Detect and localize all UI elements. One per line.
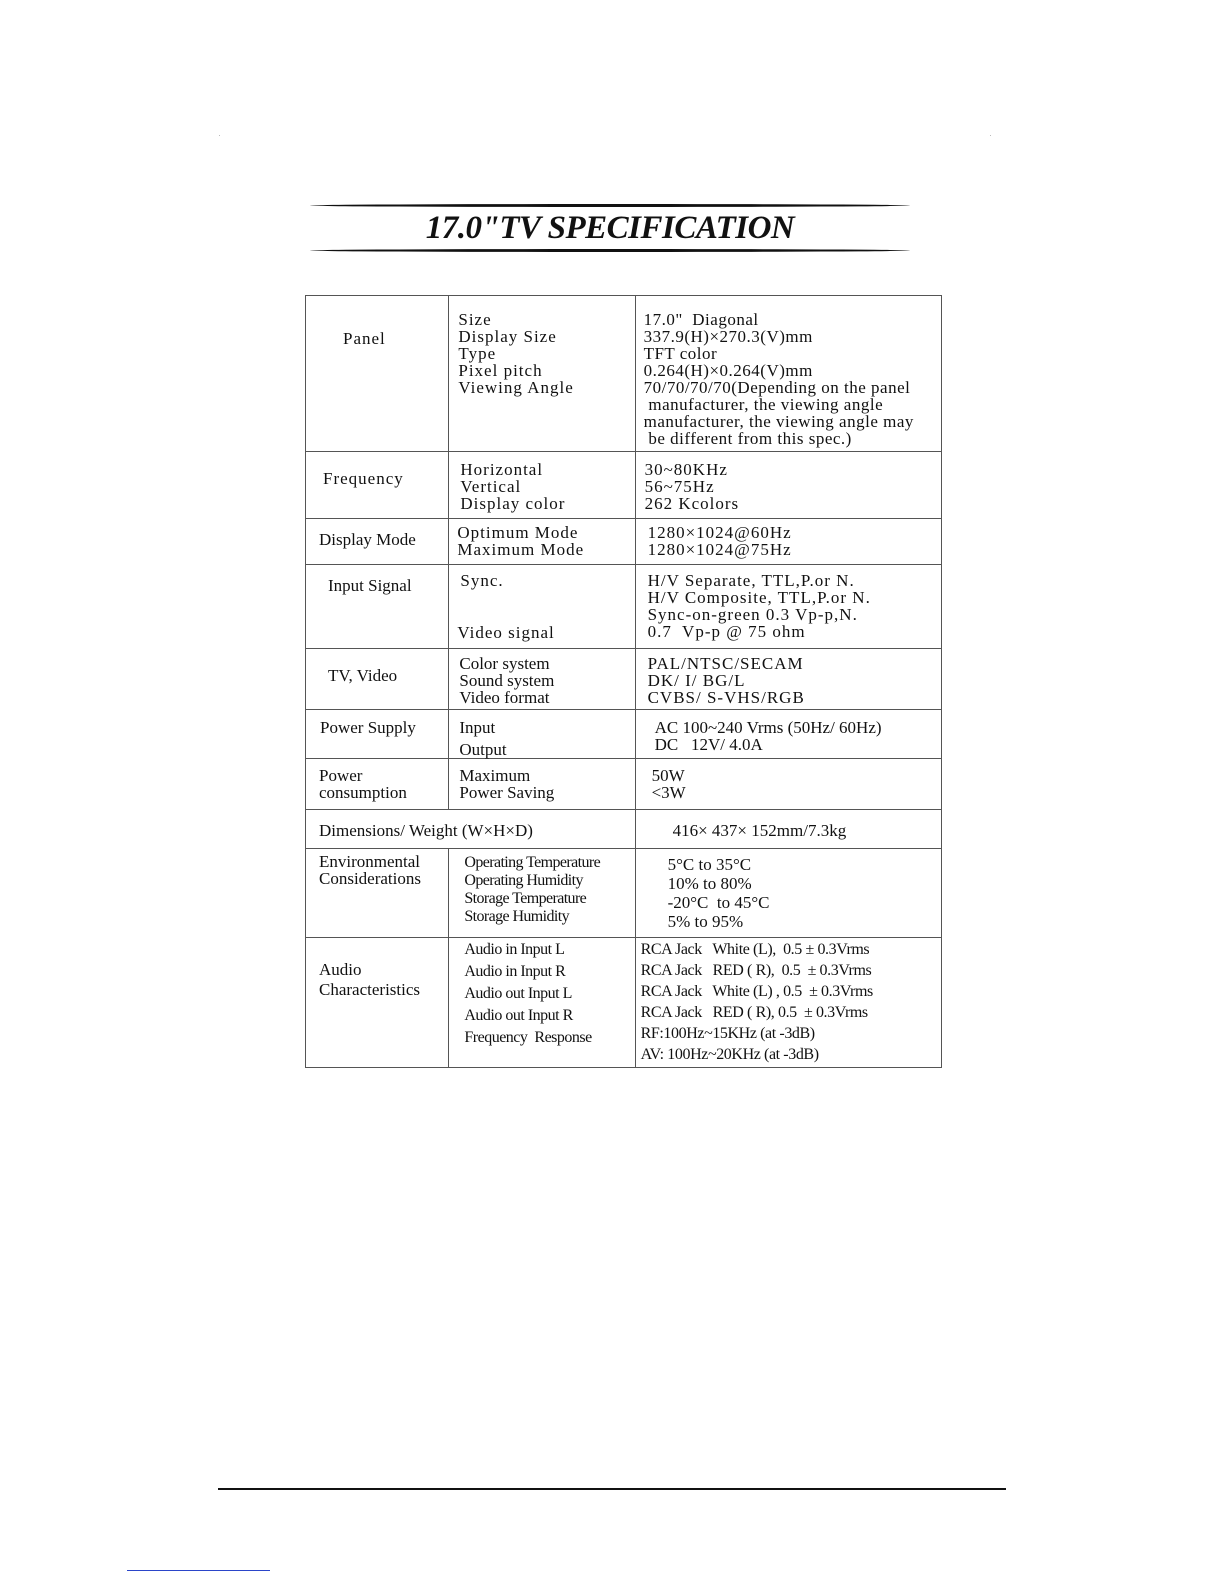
item-label: Video format xyxy=(459,688,550,707)
scan-speck xyxy=(219,135,220,136)
table-row-environmental xyxy=(306,849,942,938)
value-list xyxy=(636,649,941,706)
item-list xyxy=(449,519,634,558)
item-label: Audio in Input R xyxy=(464,963,566,980)
row-label-line: Audio xyxy=(319,960,362,979)
item-label: Operating Temperature xyxy=(464,854,601,871)
item-list xyxy=(449,649,634,706)
item-label: Display color xyxy=(460,494,566,513)
value-text: 10% to 80% xyxy=(667,874,752,893)
value-text: manufacturer, the viewing angle may xyxy=(643,412,914,431)
item-label: Operating Humidity xyxy=(464,872,583,889)
item-label: Viewing Angle xyxy=(458,378,574,397)
row-label: Panel xyxy=(343,329,386,348)
value-text: 56~75Hz xyxy=(644,477,715,496)
row-label-line: Environmental xyxy=(319,852,421,871)
value-text: 17.0" Diagonal xyxy=(643,310,759,329)
value-text: 30~80KHz xyxy=(644,460,728,479)
item-label: Audio out Input L xyxy=(464,985,572,1002)
row-label: Display Mode xyxy=(319,530,416,549)
table-row-power-consumption xyxy=(306,759,942,810)
value-text: 416× 437× 152mm/7.3kg xyxy=(672,821,847,840)
value-text: RCA Jack White (L) , 0.5 ± 0.3Vrms xyxy=(640,983,873,1000)
table-row-power-supply xyxy=(306,710,942,759)
item-label: Display Size xyxy=(458,327,557,346)
bottom-link-underline xyxy=(127,1570,270,1571)
value-list xyxy=(636,938,941,1065)
item-label: Optimum Mode xyxy=(457,523,579,542)
table-row-display-mode xyxy=(306,519,942,565)
value-text: <3W xyxy=(651,783,686,802)
item-list xyxy=(449,710,634,758)
item-label: Color system xyxy=(459,654,550,673)
table-row-dimensions xyxy=(306,810,942,849)
item-list xyxy=(449,759,634,801)
item-list xyxy=(449,296,634,396)
item-label: Vertical xyxy=(460,477,522,496)
row-label-line: Considerations xyxy=(319,869,421,888)
table-row-tv-video xyxy=(306,649,942,710)
item-label: Sound system xyxy=(459,671,555,690)
item-label: Storage Temperature xyxy=(464,890,587,907)
item-label: Output xyxy=(459,740,507,759)
value-text: RF:100Hz~15KHz (at -3dB) xyxy=(640,1025,815,1042)
item-label: Audio out Input R xyxy=(464,1007,573,1024)
item-list xyxy=(449,849,634,926)
item-label: Pixel pitch xyxy=(458,361,543,380)
row-label: Frequency xyxy=(323,469,404,488)
title-rule-bottom xyxy=(310,249,910,252)
value-text: AV: 100Hz~20KHz (at -3dB) xyxy=(640,1046,819,1063)
title-rule-top xyxy=(310,204,910,207)
item-list xyxy=(449,565,634,648)
value-text: CVBS/ S-VHS/RGB xyxy=(647,688,805,707)
value-text: H/V Separate, TTL,P.or N. xyxy=(647,571,855,590)
row-label-line: Characteristics xyxy=(319,980,421,999)
value-list xyxy=(636,519,941,558)
value-list xyxy=(636,565,941,640)
table-row-panel xyxy=(306,296,942,452)
item-label: Storage Humidity xyxy=(464,908,569,925)
row-label: Dimensions/ Weight (W×H×D) xyxy=(319,821,533,840)
value-text: 5% to 95% xyxy=(667,912,744,931)
row-label: TV, Video xyxy=(328,666,398,685)
item-list xyxy=(449,452,634,512)
spec-table xyxy=(305,295,942,1068)
item-list xyxy=(449,938,634,1049)
item-label: Video signal xyxy=(457,623,555,642)
value-text: Sync-on-green 0.3 Vp-p,N. xyxy=(647,605,858,624)
row-label xyxy=(306,938,448,1000)
item-label: Type xyxy=(458,344,497,363)
table-row-input-signal xyxy=(306,565,942,649)
value-text: TFT color xyxy=(643,344,718,363)
item-label: Input xyxy=(459,718,496,737)
value-list xyxy=(636,849,941,931)
page-title: 17.0"TV SPECIFICATION xyxy=(425,210,795,246)
table-row-frequency xyxy=(306,452,942,519)
row-label-line: consumption xyxy=(319,783,407,802)
value-text: 262 Kcolors xyxy=(644,494,740,513)
value-text: -20°C to 45°C xyxy=(667,893,770,912)
value-list xyxy=(636,452,941,512)
value-text: 70/70/70/70(Depending on the panel xyxy=(643,378,911,397)
value-text: be different from this spec.) xyxy=(643,429,852,448)
item-label: Sync. xyxy=(460,571,504,590)
item-label: Power Saving xyxy=(459,783,555,802)
value-text: 0.264(H)×0.264(V)mm xyxy=(643,361,813,380)
value-text: RCA Jack RED ( R), 0.5 ± 0.3Vrms xyxy=(640,1004,868,1021)
footer-rule xyxy=(218,1488,1006,1490)
value-text: AC 100~240 Vrms (50Hz/ 60Hz) xyxy=(654,718,882,737)
item-label: Maximum xyxy=(459,766,531,785)
value-text: PAL/NTSC/SECAM xyxy=(647,654,804,673)
row-label: Input Signal xyxy=(328,576,412,595)
value-text: 1280×1024@60Hz xyxy=(647,523,792,542)
title-banner xyxy=(310,204,910,254)
value-text: 5°C to 35°C xyxy=(667,855,752,874)
value-list xyxy=(636,296,941,447)
value-list xyxy=(636,710,941,753)
value-text: RCA Jack White (L), 0.5 ± 0.3Vrms xyxy=(640,941,870,958)
table-row-audio xyxy=(306,938,942,1068)
value-list xyxy=(636,759,941,801)
item-label: Maximum Mode xyxy=(457,540,585,559)
value-text: DC 12V/ 4.0A xyxy=(654,735,763,754)
scan-speck xyxy=(990,135,991,136)
row-label-line: Power xyxy=(319,766,363,785)
item-label: Frequency Response xyxy=(464,1029,592,1046)
item-label: Audio in Input L xyxy=(464,941,565,958)
item-label: Horizontal xyxy=(460,460,544,479)
value-text: 1280×1024@75Hz xyxy=(647,540,792,559)
item-label: Size xyxy=(458,310,492,329)
row-label: Power Supply xyxy=(320,718,416,737)
value-text: 337.9(H)×270.3(V)mm xyxy=(643,327,813,346)
value-text: 0.7 Vp-p @ 75 ohm xyxy=(647,622,806,641)
value-text: 50W xyxy=(651,766,685,785)
value-text: DK/ I/ BG/L xyxy=(647,671,746,690)
row-label xyxy=(306,759,448,801)
value-text: H/V Composite, TTL,P.or N. xyxy=(647,588,871,607)
row-label xyxy=(306,849,448,887)
value-text: RCA Jack RED ( R), 0.5 ± 0.3Vrms xyxy=(640,962,872,979)
value-text: manufacturer, the viewing angle xyxy=(643,395,884,414)
